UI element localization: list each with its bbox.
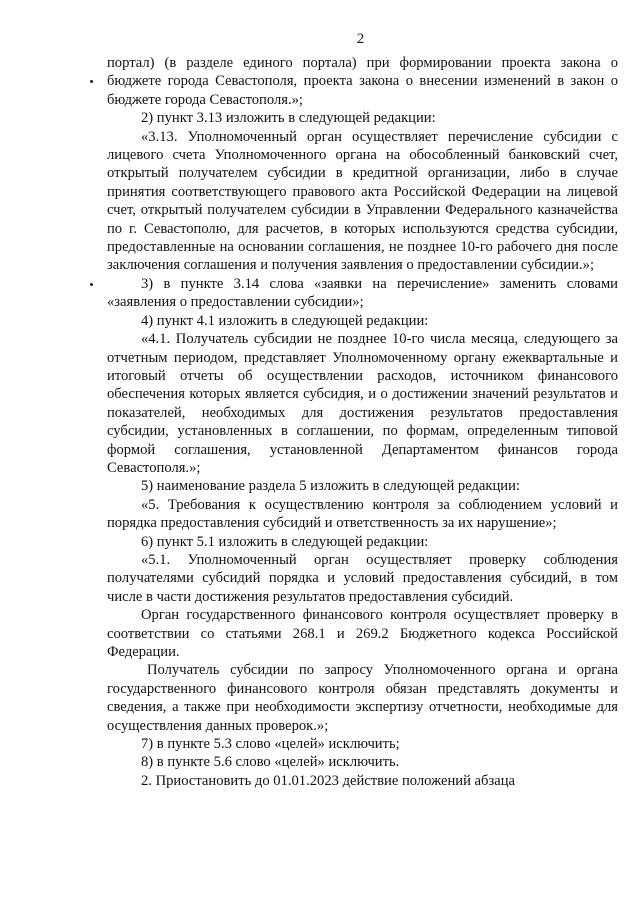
paragraph-item-8: 8) в пункте 5.6 слово «целей» исключить.	[141, 754, 400, 771]
paragraph-item-2: 2) пункт 3.13 изложить в следующей редакции:	[141, 110, 436, 127]
paragraph-quote-3-13: «3.13. Уполномоченный орган осуществляет перечисление субсидии с лицевого счета Уполномоченного органа на обособленный банковский счет, открытый получателем субсидии в кредитной организации, либо в случае принятия соответствующего правового акта Российской Федерации на лицевой счет, открытый получателем субсидии в Управлении Федерального казначейства по г. Севастополю, для расчетов, в которых используются средства субсидии, предоставленные на основании соглашения, не позднее 10-го рабочего дня после заключения соглашения и получения заявления о предоставлении субсидии.»;	[107, 128, 618, 274]
paragraph-item-6: 6) пункт 5.1 изложить в следующей редакции:	[141, 533, 429, 550]
paragraph-point-2: 2. Приостановить до 01.01.2023 действие положений абзаца	[141, 772, 515, 789]
page-number: 2	[356, 31, 365, 47]
document-body	[107, 54, 618, 790]
paragraph-item-7: 7) в пункте 5.3 слово «целей» исключить;	[141, 736, 400, 753]
paragraph-item-5: 5) наименование раздела 5 изложить в следующей редакции:	[141, 478, 520, 495]
paragraph-continuation: портал) (в разделе единого портала) при формировании проекта закона о бюджете города Севастополя, проекта закона о внесении изменений в закон о бюджете города Севастополя.»;	[107, 55, 618, 108]
paragraph-item-4: 4) пункт 4.1 изложить в следующей редакции:	[141, 312, 429, 329]
paragraph-item-3: 3) в пункте 3.14 слова «заявки на перечисление» заменить словами «заявления о предоставлении субсидии»;	[107, 275, 618, 311]
margin-mark	[90, 80, 93, 83]
paragraph-recipient: Получатель субсидии по запросу Уполномоченного органа и органа государственного финансового контроля обязан представлять документы и сведения, а также при необходимости экспертизу отчетности, необходимые для осуществления данных проверок.»;	[107, 662, 618, 734]
paragraph-quote-5: «5. Требования к осуществлению контроля за соблюдением условий и порядка предоставления субсидий и ответственность за их нарушение»;	[107, 496, 618, 532]
paragraph-control-organ: Орган государственного финансового контроля осуществляет проверку в соответствии со статьями 268.1 и 269.2 Бюджетного кодекса Российской Федерации.	[107, 607, 618, 660]
margin-mark	[90, 283, 93, 286]
paragraph-quote-4-1: «4.1. Получатель субсидии не позднее 10-го числа месяца, следующего за отчетным периодом, представляет Уполномоченному органу ежеквартальные и итоговый отчеты об осуществлении расходов, источником финансового обеспечения которых является субсидия, и о достижении значений результатов и показателей, необходимых для достижения результатов предоставления субсидии, установленных в соглашении, по формам, определенным типовой формой соглашения, установленной Департаментом финансов города Севастополя.»;	[107, 331, 618, 476]
paragraph-quote-5-1: «5.1. Уполномоченный орган осуществляет проверку соблюдения получателями субсидий порядка и условий предоставления субсидий, в том числе в части достижения результатов предоставления субсидий.	[107, 551, 618, 605]
